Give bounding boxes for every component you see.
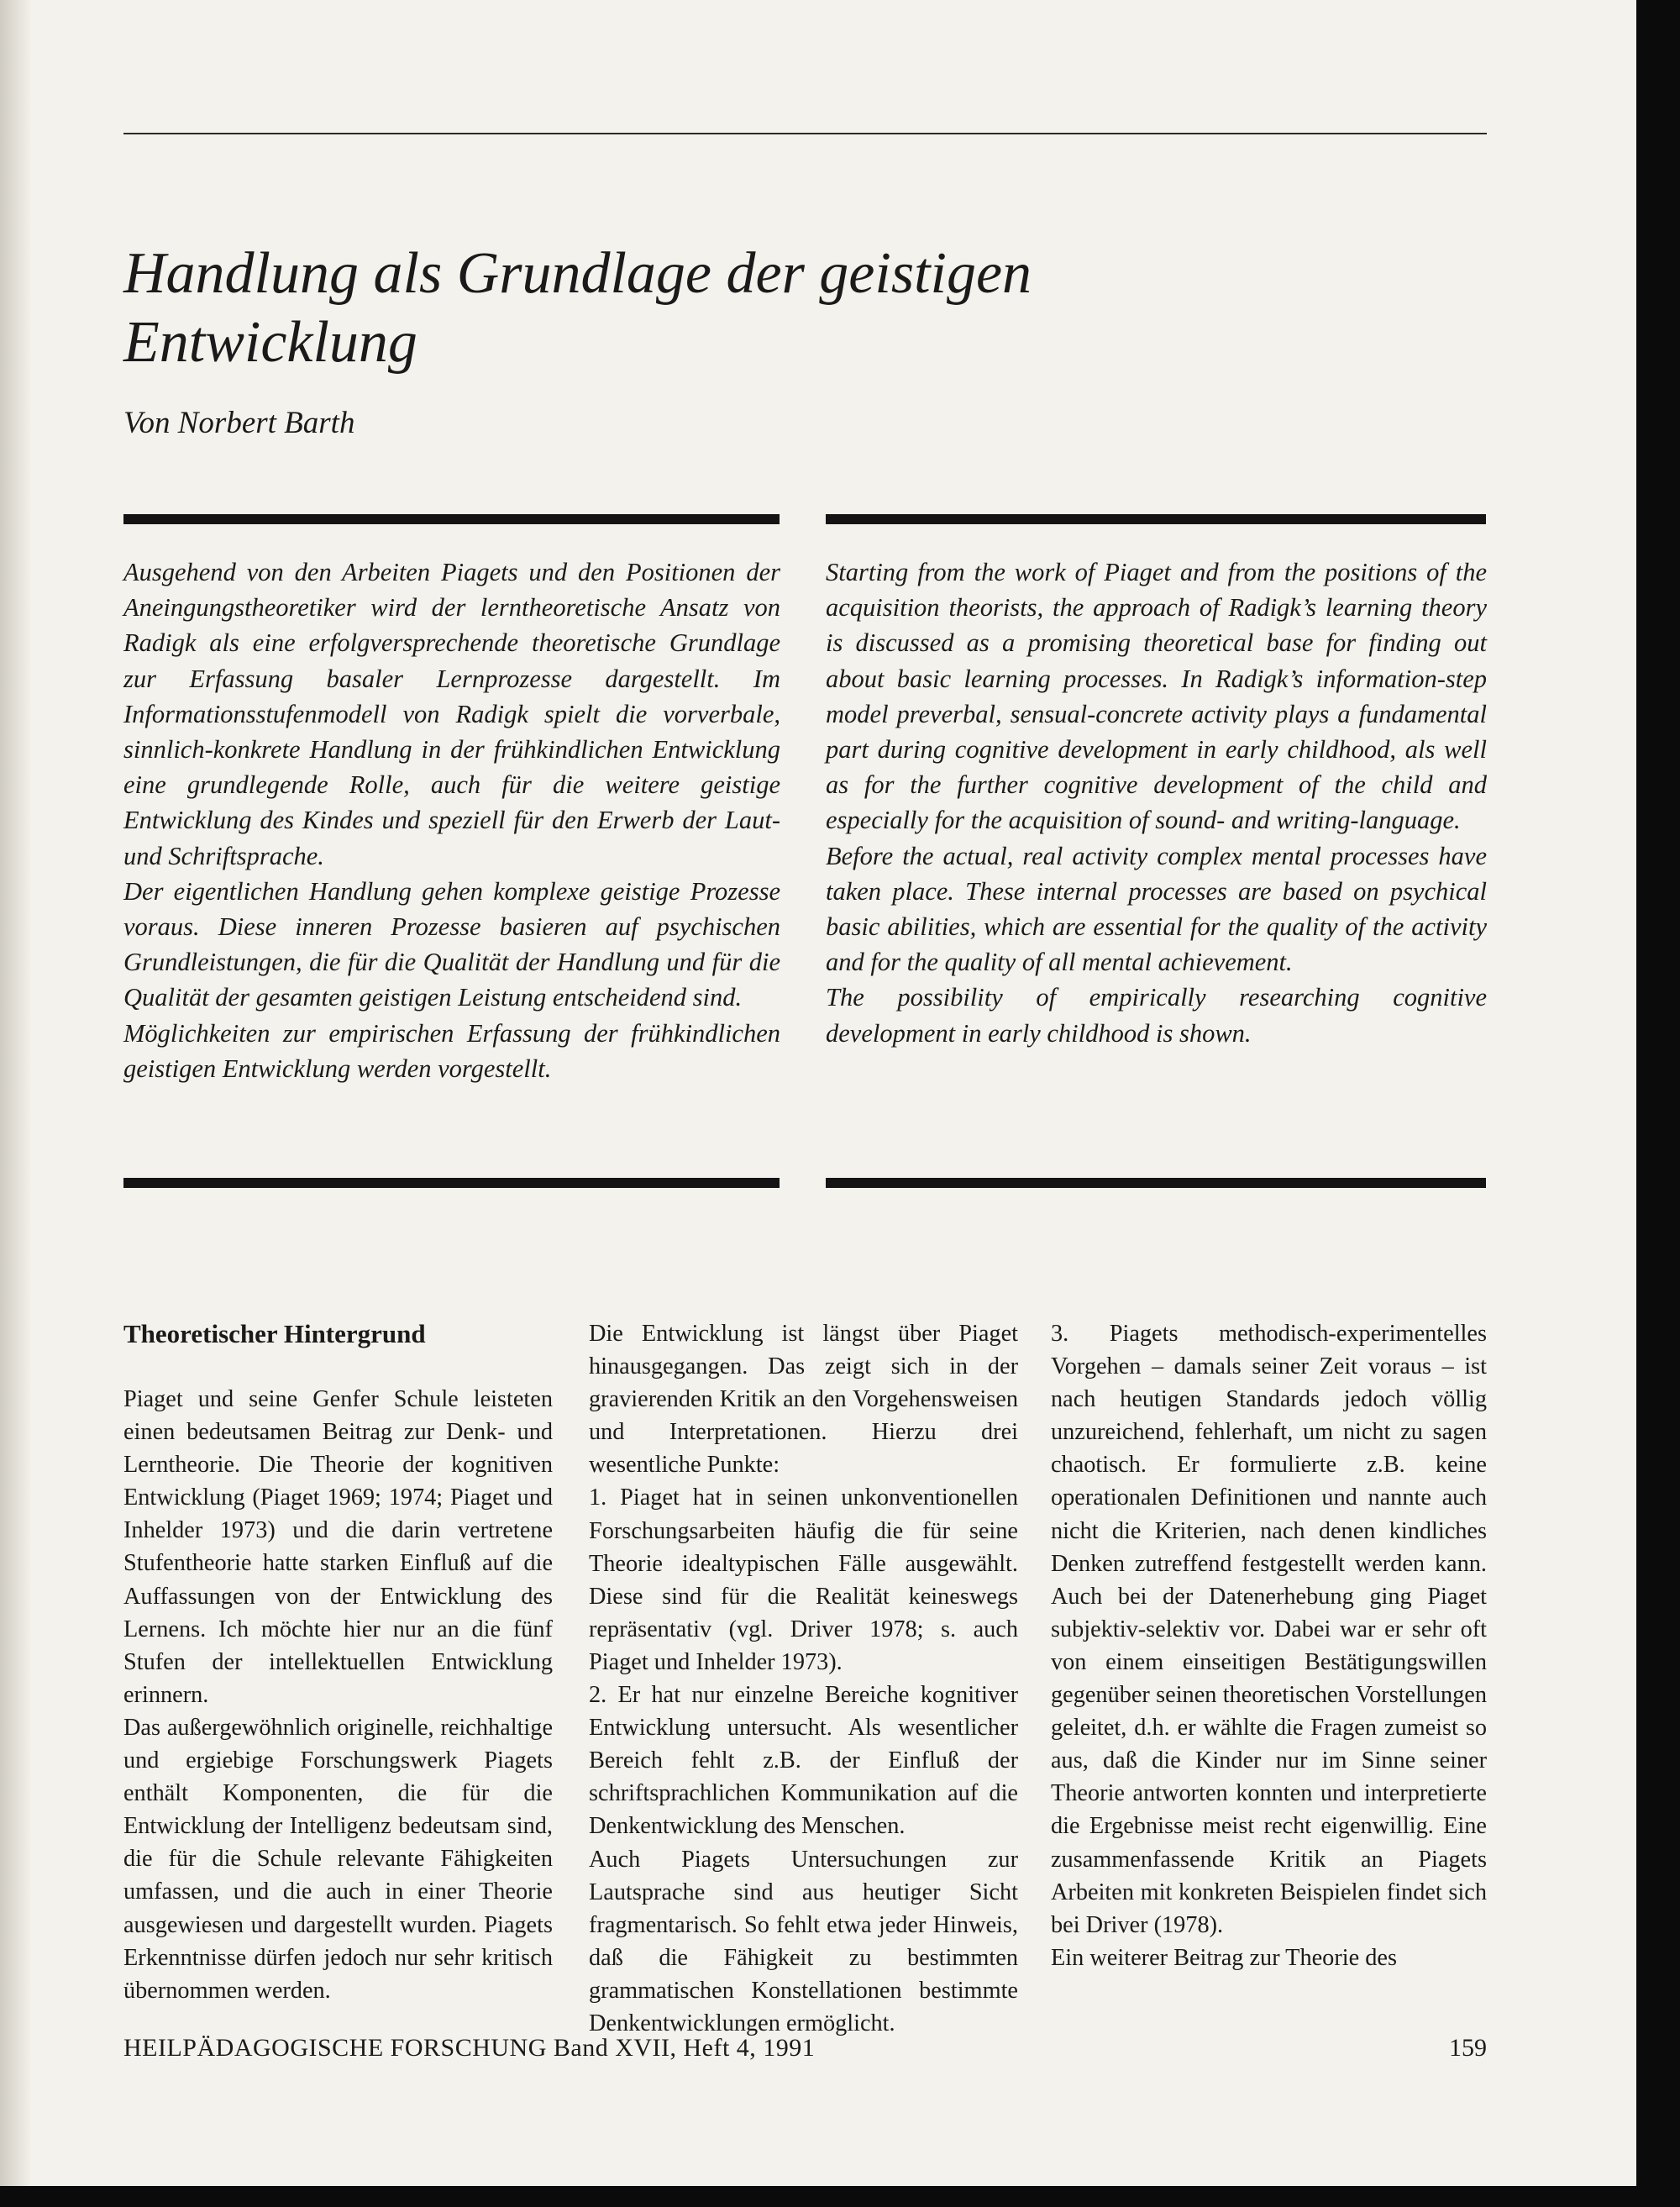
- journal-citation: HEILPÄDAGOGISCHE FORSCHUNG Band XVII, Heft 4, 1991: [123, 2034, 816, 2062]
- body-column-2: [589, 1317, 1018, 2040]
- abstract-german: [123, 554, 780, 1086]
- page-gutter-shadow: [0, 0, 32, 2186]
- abstract-en-paragraph: Before the actual, real activity complex mental processes have taken place. These internal processes are based on psychical basic abilities, which are essential for the quality of the activity and for the quality of all mental achievement.: [826, 841, 1487, 977]
- body-paragraph: Ein weiterer Beitrag zur Theorie des: [1051, 1944, 1397, 1971]
- body-paragraph: Die Entwicklung ist längst über Piaget hinausgegangen. Das zeigt sich in der gravierenden Kritik an den Vorgehensweisen und Interpretationen. Hierzu drei wesentliche Punkte:: [589, 1321, 1018, 1479]
- article-title: Handlung als Grundlage der geistigen Entwicklung: [123, 241, 1032, 375]
- abstract-english: [826, 554, 1487, 1051]
- abstract-rule-bottom-left: [123, 1178, 780, 1188]
- page-number: 159: [1449, 2034, 1487, 2062]
- body-paragraph: Das außergewöhnlich originelle, reichhaltige und ergiebige Forschungswerk Piagets enthält Komponenten, die für die Entwicklung der Intelligenz bedeutsam sind, die für die Schule relevante Fähigkeiten umfassen, und die auch in einer Theorie ausgewiesen und dargestellt wurden. Piagets Erkenntnisse dürfen jedoch nur sehr kritisch übernommen werden.: [123, 1714, 553, 2004]
- section-heading: Theoretischer Hintergrund: [123, 1319, 426, 1348]
- abstract-rule-bottom-right: [826, 1178, 1486, 1188]
- body-column-3: [1051, 1317, 1487, 1974]
- abstract-de-paragraph: Möglichkeiten zur empirischen Erfassung der frühkindlichen geistigen Entwicklung werden vorgestellt.: [123, 1018, 780, 1083]
- abstract-de-paragraph: Ausgehend von den Arbeiten Piagets und den Positionen der Aneingungstheoretiker wird der lerntheoretische Ansatz von Radigk als eine erfolgversprechende theoretische Grundlage zur Erfassung basaler Lernprozesse dargestellt. Im Informationsstufenmodell von Radigk spielt die vorverbale, sinnlich-konkrete Handlung in der frühkindlichen Entwicklung eine grundlegende Rolle, auch für die weitere geistige Entwicklung des Kindes und speziell für den Erwerb der Laut- und Schriftsprache.: [123, 558, 780, 870]
- body-paragraph: 3. Piagets methodisch-experimentelles Vorgehen – damals seiner Zeit voraus – ist nach heutigen Standards jedoch völlig unzureichend, fehlerhaft, um nicht zu sagen chaotisch. Er formulierte z.B. keine operationalen Definitionen und nannte auch nicht die Kriterien, nach denen kindliches Denken zutreffend festgestellt werden kann. Auch bei der Datenerhebung ging Piaget subjektiv-selektiv vor. Dabei war er sehr oft von einem einseitigen Bestätigungswillen gegenüber seinen theoretischen Vorstellungen geleitet, d.h. er wählte die Fragen zumeist so aus, daß die Kinder nur im Sinne seiner Theorie antworten konnten und interpretierte die Ergebnisse meist recht eigenwillig. Eine zusammenfassende Kritik an Piagets Arbeiten mit konkreten Beispielen findet sich bei Driver (1978).: [1051, 1321, 1487, 1938]
- abstract-rule-top-left: [123, 514, 780, 524]
- body-paragraph: 1. Piaget hat in seinen unkonventionellen Forschungsarbeiten häufig die für seine Theorie idealtypischen Fälle ausgewählt. Diese sind für die Realität keineswegs repräsentativ (vgl. Driver 1978; s. auch Piaget und Inhelder 1973).: [589, 1484, 1018, 1675]
- body-paragraph: 2. Er hat nur einzelne Bereiche kognitiver Entwicklung untersucht. Als wesentlicher Bereich fehlt z.B. der Einfluß der schriftsprachlichen Kommunikation auf die Denkentwicklung des Menschen.: [589, 1682, 1018, 1840]
- article-author: Von Norbert Barth: [123, 406, 355, 440]
- body-paragraph: Auch Piagets Untersuchungen zur Lautsprache sind aus heutiger Sicht fragmentarisch. So fehlt etwa jeder Hinweis, daß die Fähigkeit zu bestimmten grammatischen Konstellationen bestimmte Denkentwicklungen ermöglicht.: [589, 1846, 1018, 2036]
- body-paragraph: Piaget und seine Genfer Schule leisteten einen bedeutsamen Beitrag zur Denk- und Lerntheorie. Die Theorie der kognitiven Entwicklung (Piaget 1969; 1974; Piaget und Inhelder 1973) und die darin vertretene Stufentheorie hatte starken Einfluß auf die Auffassungen von der Entwicklung des Lernens. Ich möchte hier nur an die fünf Stufen der intellektuellen Entwicklung erinnern.: [123, 1386, 553, 1708]
- body-column-1: [123, 1317, 553, 2007]
- abstract-de-paragraph: Der eigentlichen Handlung gehen komplexe geistige Prozesse voraus. Diese inneren Prozesse basieren auf psychischen Grundleistungen, die für die Qualität der Handlung und für die Qualität der gesamten geistigen Leistung entscheidend sind.: [123, 876, 780, 1012]
- abstract-en-paragraph: Starting from the work of Piaget and from the positions of the acquisition theorists, the approach of Radigk’s learning theory is discussed as a promising theoretical base for finding out about basic learning processes. In Radigk’s information-step model preverbal, sensual-concrete activity plays a fundamental part during cognitive development in early childhood, als well as for the further cognitive development of the child and especially for the acquisition of sound- and writing-language.: [826, 558, 1487, 835]
- abstract-en-paragraph: The possibility of empirically researching cognitive development in early childhood is shown.: [826, 983, 1487, 1048]
- abstract-rule-top-right: [826, 514, 1486, 524]
- top-rule: [123, 133, 1487, 134]
